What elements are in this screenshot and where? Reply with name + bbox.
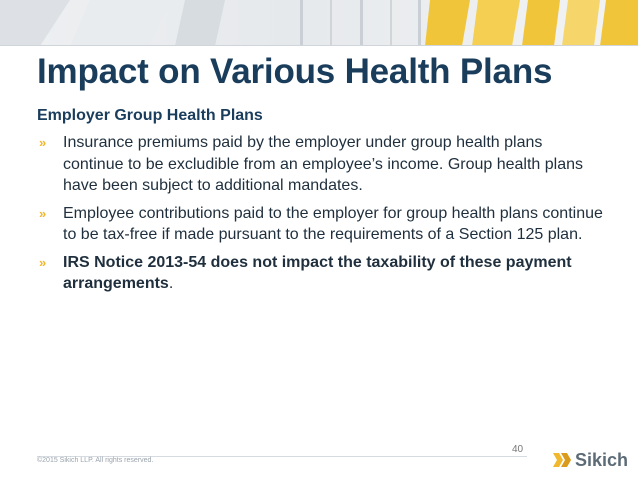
logo-mark-icon (551, 449, 573, 471)
page-number: 40 (512, 444, 524, 455)
bullet-chevron-icon: » (39, 135, 47, 150)
bullet-text: Employee contributions paid to the employer for group health plans continue to be tax-free if made pursuant to the requirements of a Section 125 plan. (63, 204, 603, 243)
bullet-item (37, 252, 607, 295)
building-facade-graphic (0, 0, 638, 46)
sikich-logo (551, 448, 628, 472)
bullet-text: Insurance premiums paid by the employer under group health plans continue to be excludible from an employee’s income. Group health plans have been subject to additional mandates. (63, 134, 584, 194)
bullet-item (37, 132, 607, 197)
logo-wordmark: Sikich (575, 449, 629, 470)
header-banner-image (0, 0, 638, 46)
bullet-chevron-icon: » (39, 205, 47, 221)
bullet-item (37, 203, 607, 246)
bullet-text-trailing: . (168, 275, 174, 292)
bullet-text-bold: IRS Notice 2013-54 does not impact the taxability of these payment arrangements (63, 253, 572, 292)
copyright-notice: ©2015 Sikich LLP. All rights reserved. (37, 457, 154, 464)
page-title: Impact on Various Health Plans (37, 52, 553, 91)
bullet-list (37, 132, 607, 295)
section-subheading: Employer Group Health Plans (37, 107, 263, 124)
slide-content (37, 106, 607, 301)
bullet-chevron-icon: » (39, 254, 47, 270)
